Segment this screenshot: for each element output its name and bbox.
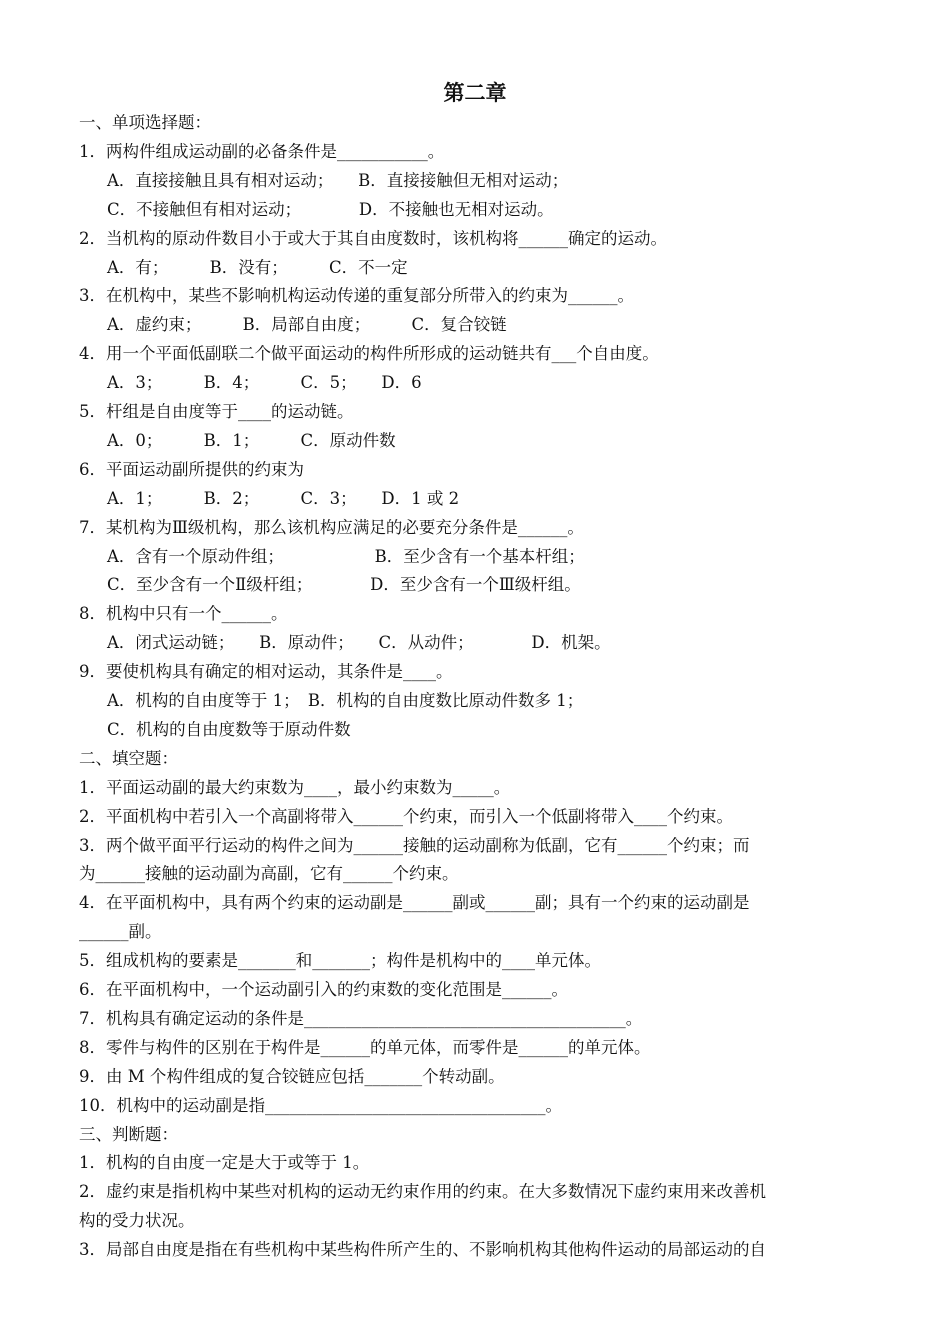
chapter-title: 第二章 xyxy=(443,80,507,105)
question-text-line: 4．在平面机构中，具有两个约束的运动副是______副或______副；具有一个约束的运动副是 xyxy=(79,893,750,913)
question-text-line: 三、判断题： xyxy=(79,1124,178,1144)
question-text-line: 6．在平面机构中，一个运动副引入的约束数的变化范围是______。 xyxy=(79,980,568,999)
question-text-line: 8．零件与构件的区别在于构件是______的单元体，而零件是______的单元体。 xyxy=(79,1037,651,1057)
answer-options-line: A．有； B．没有； C．不一定 xyxy=(107,257,408,277)
question-text-line: 10．机构中的运动副是指__________________________________。 xyxy=(79,1095,562,1115)
question-text-line: 1．机构的自由度一定是大于或等于 1。 xyxy=(79,1153,370,1173)
question-text-line: 9．由 M 个构件组成的复合铰链应包括_______个转动副。 xyxy=(79,1066,505,1086)
answer-options-line: A．虚约束； B．局部自由度； C．复合铰链 xyxy=(107,315,507,335)
answer-options-line: C．至少含有一个Ⅱ级杆组； D．至少含有一个Ⅲ级杆组。 xyxy=(107,575,581,595)
answer-options-line: A．1； B．2； C．3； D．1 或 2 xyxy=(107,488,460,508)
question-text-line: 2．平面机构中若引入一个高副将带入______个约束，而引入一个低副将带入____个约束。 xyxy=(79,806,733,826)
answer-options-line: C．不接触但有相对运动； D．不接触也无相对运动。 xyxy=(107,199,554,219)
question-text-line: 二、填空题： xyxy=(79,748,178,768)
question-text-line: ______副。 xyxy=(79,922,162,942)
question-text-line: 9．要使机构具有确定的相对运动，其条件是____。 xyxy=(79,662,453,682)
question-text-line: 1．平面运动副的最大约束数为____，最小约束数为_____。 xyxy=(79,777,511,797)
question-text-line: 3．在机构中，某些不影响机构运动传递的重复部分所带入的约束为______。 xyxy=(79,286,634,306)
question-text-line: 4．用一个平面低副联二个做平面运动的构件所形成的运动链共有___个自由度。 xyxy=(79,344,659,364)
question-text-line: 为______接触的运动副为高副，它有______个约束。 xyxy=(79,864,459,884)
question-text-line: 7．机构具有确定运动的条件是_______________________________________。 xyxy=(79,1008,643,1028)
question-text-line: 3．局部自由度是指在有些机构中某些构件所产生的、不影响机构其他构件运动的局部运动的自 xyxy=(79,1240,766,1260)
question-text-line: 7．某机构为Ⅲ级机构，那么该机构应满足的必要充分条件是______。 xyxy=(79,517,584,537)
question-text-line: 5．杆组是自由度等于____的运动链。 xyxy=(79,402,354,421)
answer-options-line: A．闭式运动链； B．原动件； C．从动件； D．机架。 xyxy=(107,633,611,653)
answer-options-line: C．机构的自由度数等于原动件数 xyxy=(107,719,351,739)
answer-options-line: A．含有一个原动件组； B．至少含有一个基本杆组； xyxy=(107,546,585,566)
question-text-line: 2．虚约束是指机构中某些对机构的运动无约束作用的约束。在大多数情况下虚约束用来改善机 xyxy=(79,1182,766,1202)
question-text-line: 2．当机构的原动件数目小于或大于其自由度数时，该机构将______确定的运动。 xyxy=(79,228,667,248)
answer-options-line: A．直接接触且具有相对运动； B．直接接触但无相对运动； xyxy=(107,170,569,190)
answer-options-line: A．机构的自由度等于 1； B．机构的自由度数比原动件数多 1； xyxy=(107,691,584,710)
question-text-line: 3．两个做平面平行运动的构件之间为______接触的运动副称为低副，它有______个约束；而 xyxy=(79,835,750,855)
question-text-line: 8．机构中只有一个______。 xyxy=(79,604,288,624)
question-text-line: 一、单项选择题： xyxy=(79,113,211,132)
question-text-line: 6．平面运动副所提供的约束为 xyxy=(79,459,304,479)
question-text-line: 1．两构件组成运动副的必备条件是___________。 xyxy=(79,141,445,161)
question-text-line: 5．组成机构的要素是_______和_______；构件是机构中的____单元体。 xyxy=(79,951,601,971)
question-text-line: 构的受力状况。 xyxy=(79,1211,195,1231)
answer-options-line: A．0； B．1； C．原动件数 xyxy=(107,430,396,450)
answer-options-line: A．3； B．4； C．5； D．6 xyxy=(107,373,422,393)
